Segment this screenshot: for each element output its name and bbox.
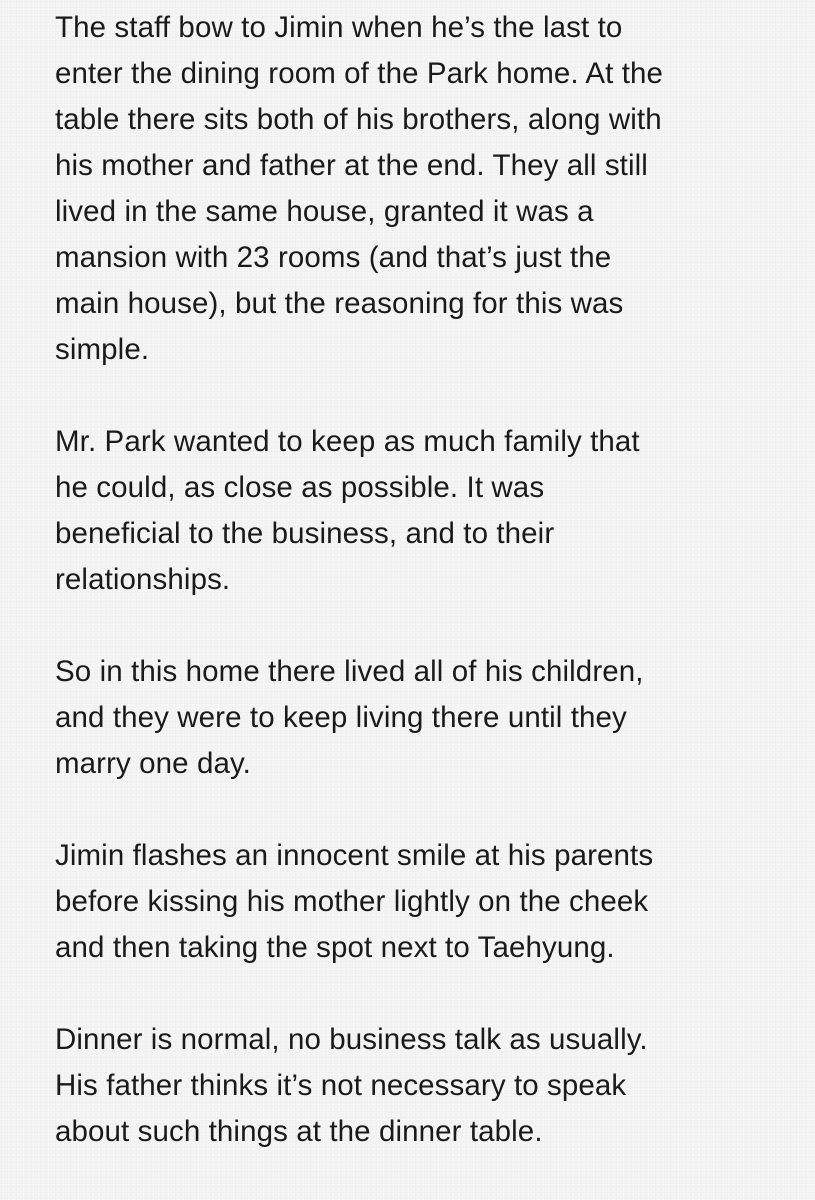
- text-line: So in this home there lived all of his children,: [55, 655, 644, 688]
- paragraph-gap: [55, 373, 795, 419]
- paragraph-2: [55, 419, 795, 603]
- text-line: lived in the same house, granted it was a: [55, 195, 594, 228]
- text-line: simple.: [55, 333, 150, 366]
- paragraph-gap: [55, 603, 795, 649]
- text-line: Mr. Park wanted to keep as much family that: [55, 425, 640, 458]
- text-line: Dinner is normal, no business talk as usually.: [55, 1023, 648, 1056]
- text-line: about such things at the dinner table.: [55, 1115, 543, 1148]
- text-line: beneficial to the business, and to their: [55, 517, 555, 550]
- text-line: table there sits both of his brothers, along with: [55, 103, 662, 136]
- text-line: his mother and father at the end. They all still: [55, 149, 648, 182]
- paragraph-3: [55, 649, 795, 787]
- paragraph-1: [55, 5, 795, 373]
- text-line: relationships.: [55, 563, 231, 596]
- text-line: mansion with 23 rooms (and that’s just the: [55, 241, 612, 274]
- text-line: The staff bow to Jimin when he’s the last to: [55, 11, 623, 44]
- text-line: before kissing his mother lightly on the cheek: [55, 885, 649, 918]
- text-line: he could, as close as possible. It was: [55, 471, 545, 504]
- text-line: and then taking the spot next to Taehyung.: [55, 931, 615, 964]
- paragraph-5: [55, 1017, 795, 1155]
- text-line: His father thinks it’s not necessary to speak: [55, 1069, 627, 1102]
- text-line: and they were to keep living there until they: [55, 701, 627, 734]
- paragraph-gap: [55, 971, 795, 1017]
- text-line: Jimin flashes an innocent smile at his parents: [55, 839, 654, 872]
- text-line: main house), but the reasoning for this was: [55, 287, 624, 320]
- paragraph-4: [55, 833, 795, 971]
- paragraph-gap: [55, 787, 795, 833]
- text-line: marry one day.: [55, 747, 251, 780]
- text-line: enter the dining room of the Park home. At the: [55, 57, 664, 90]
